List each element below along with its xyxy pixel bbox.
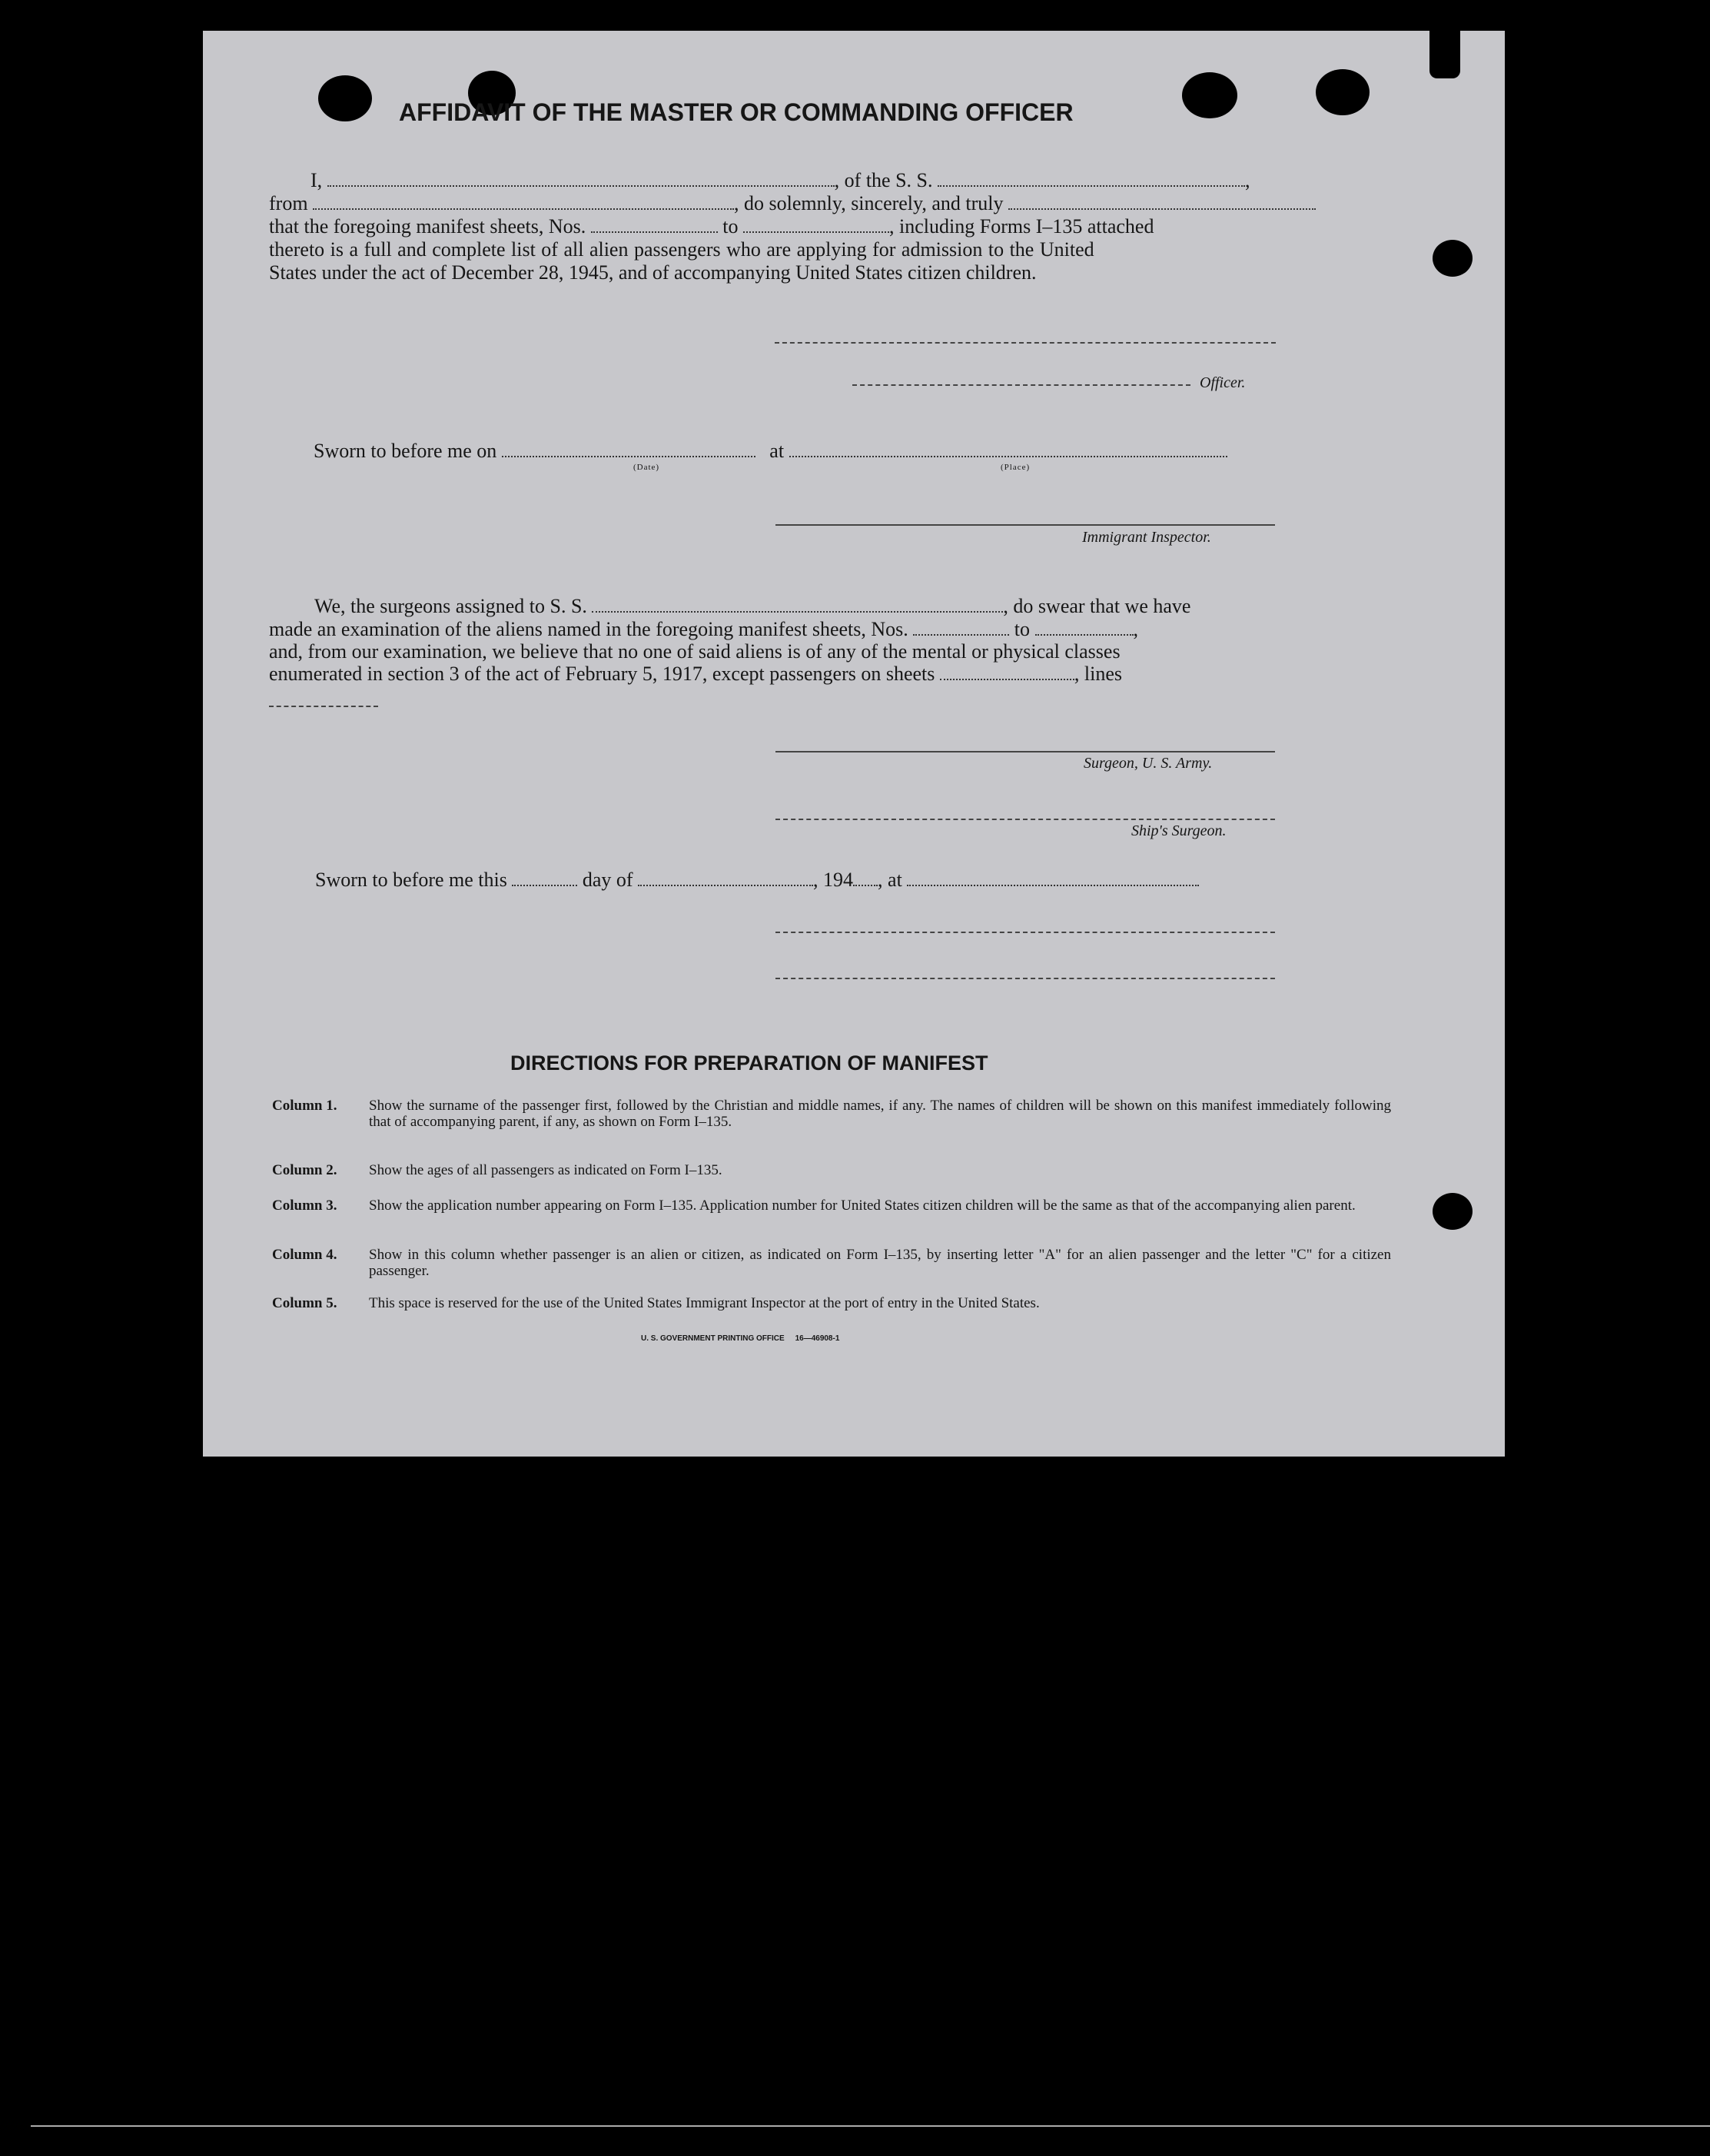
sworn-month-blank[interactable]: [638, 885, 813, 886]
para1-line5: States under the act of December 28, 1945, and of accompanying United States citizen children.: [269, 261, 1037, 284]
para2-line1: We, the surgeons assigned to S. S. , do swear that we have: [314, 595, 1191, 617]
from-blank[interactable]: [313, 208, 734, 210]
officer-signature-line[interactable]: [852, 384, 1190, 386]
army-surgeon-label: Surgeon, U. S. Army.: [1084, 755, 1213, 772]
inspector-signature-line[interactable]: [775, 524, 1275, 526]
para2-line2: made an examination of the aliens named in the foregoing manifest sheets, Nos. to ,: [269, 618, 1138, 640]
direction-column-4: Column 4. Show in this column whether passenger is an alien or citizen, as indicated on Form I–135, by inserting letter "A" for an alien passenger and the letter "C" for a citizen passenger.: [272, 1247, 1391, 1279]
sheets-blank[interactable]: [940, 679, 1074, 680]
ink-blot: [1182, 72, 1237, 118]
sheet-from-blank[interactable]: [591, 231, 718, 233]
directions-title: DIRECTIONS FOR PREPARATION OF MANIFEST: [510, 1051, 988, 1075]
sworn-date-blank[interactable]: [502, 456, 755, 457]
direction-column-5: Column 5. This space is reserved for the use of the United States Immigrant Inspector at the port of entry in the United States.: [272, 1295, 1040, 1311]
exam-from-blank[interactable]: [913, 634, 1009, 636]
sheet-to-blank[interactable]: [743, 231, 889, 233]
para1-line4: thereto is a full and complete list of all alien passengers who are applying for admission to the United: [269, 238, 1094, 261]
date-caption: (Date): [633, 463, 660, 472]
sworn-line-1: Sworn to before me on at: [314, 440, 1227, 463]
place-caption: (Place): [1001, 463, 1031, 472]
signature-line[interactable]: [775, 342, 1276, 344]
sworn-year-blank[interactable]: [853, 885, 878, 886]
extra-blank[interactable]: [1008, 208, 1316, 210]
lines-blank[interactable]: [269, 706, 378, 707]
ink-blot: [318, 75, 372, 121]
form-page: [203, 31, 1505, 1457]
para2-line4: enumerated in section 3 of the act of February 5, 1917, except passengers on sheets , lines: [269, 663, 1123, 685]
ink-blot: [1316, 69, 1370, 115]
officer-label: Officer.: [1200, 374, 1246, 391]
corner-notch: [1429, 31, 1460, 78]
ship-surgeon-signature-line[interactable]: [775, 819, 1275, 820]
para1-line2: from , do solemnly, sincerely, and truly: [269, 192, 1316, 215]
exam-to-blank[interactable]: [1035, 634, 1134, 636]
ship-surgeon-label: Ship's Surgeon.: [1131, 822, 1227, 839]
witness-line-1[interactable]: [775, 932, 1275, 933]
punch-hole: [1433, 240, 1473, 277]
para2-line3: and, from our examination, we believe that no one of said aliens is of any of the mental or physical classes: [269, 640, 1121, 663]
para1-line3: that the foregoing manifest sheets, Nos. to , including Forms I–135 attached: [269, 215, 1154, 238]
punch-hole: [1433, 1193, 1473, 1230]
scanner-edge-line: [31, 2125, 1710, 2127]
printer-imprint: U. S. GOVERNMENT PRINTING OFFICE 16—46908-1: [641, 1334, 840, 1343]
para1-line1: I, , of the S. S. ,: [310, 169, 1250, 191]
page-title: AFFIDAVIT OF THE MASTER OR COMMANDING OFFICER: [399, 98, 1074, 126]
army-surgeon-signature-line[interactable]: [775, 751, 1275, 752]
ship-blank[interactable]: [938, 185, 1245, 187]
sworn-line-2: Sworn to before me this day of , 194 , at: [315, 869, 1199, 892]
inspector-label: Immigrant Inspector.: [1082, 529, 1211, 546]
direction-column-1: Column 1. Show the surname of the passenger first, followed by the Christian and middle names, if any. The names of children will be shown on this manifest immediately following that of accompanying parent, if any, as shown on Form I–135.: [272, 1098, 1391, 1130]
name-blank[interactable]: [327, 185, 835, 187]
witness-line-2[interactable]: [775, 978, 1275, 979]
surgeon-ship-blank[interactable]: [592, 611, 1003, 613]
sworn-place-blank[interactable]: [789, 456, 1227, 457]
direction-column-3: Column 3. Show the application number appearing on Form I–135. Application number for United States citizen children will be the same as that of the accompanying alien parent.: [272, 1198, 1356, 1214]
sworn-at-blank[interactable]: [907, 885, 1199, 886]
sworn-day-blank[interactable]: [512, 885, 577, 886]
direction-column-2: Column 2. Show the ages of all passengers as indicated on Form I–135.: [272, 1162, 722, 1178]
